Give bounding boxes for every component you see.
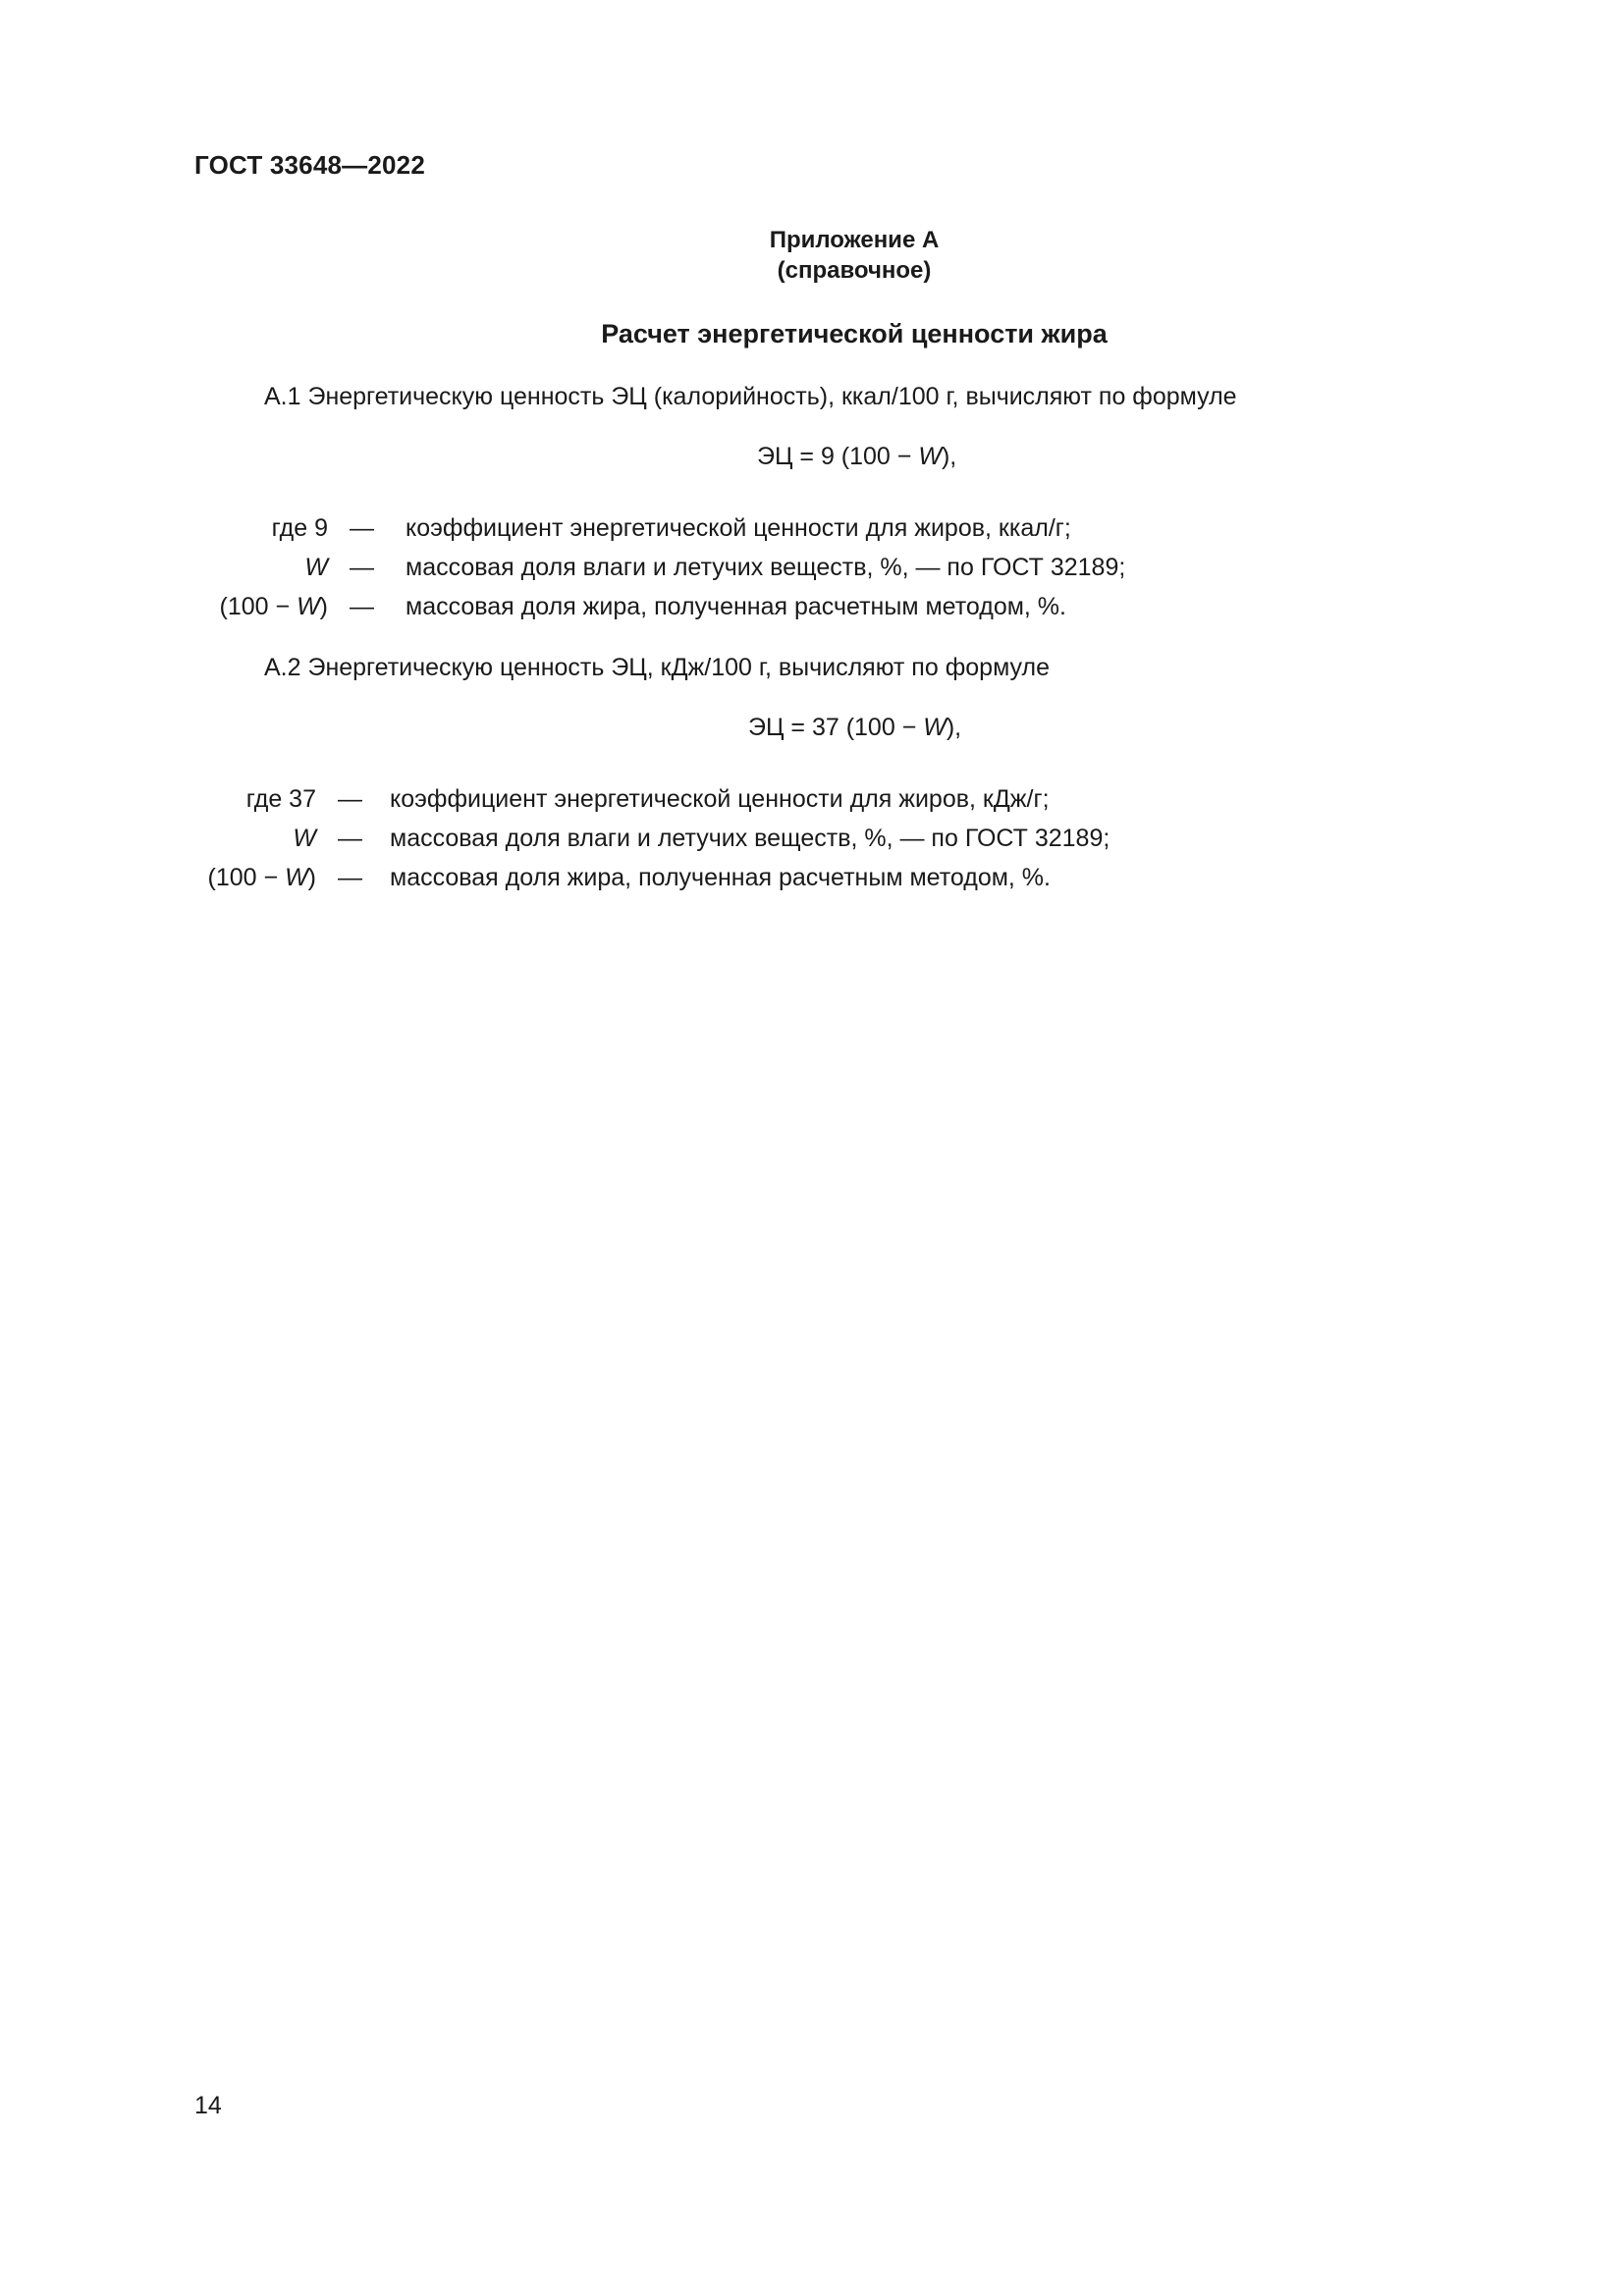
term-prefix: где 9 <box>271 514 328 542</box>
definition-term <box>293 825 316 853</box>
definition-dash: — <box>338 785 362 813</box>
term-var: W <box>285 864 308 891</box>
formula-a1-lhs: ЭЦ = 9 (100 − <box>757 443 919 470</box>
definition-dash: — <box>350 593 374 620</box>
formula-a2-lhs: ЭЦ = 37 (100 − <box>748 714 924 741</box>
term-prefix: (100 − <box>219 593 298 620</box>
document-code: ГОСТ 33648—2022 <box>194 150 425 180</box>
definition-row <box>0 785 1624 819</box>
formula-a2-var: W <box>923 714 947 741</box>
term-var: W <box>304 554 328 581</box>
definition-text: массовая доля влаги и летучих веществ, %, — по ГОСТ 32189; <box>406 554 1126 581</box>
definition-dash: — <box>350 554 374 581</box>
page-number: 14 <box>194 2092 222 2119</box>
definition-term <box>246 785 316 814</box>
definition-text: массовая доля влаги и летучих веществ, %, — по ГОСТ 32189; <box>390 825 1110 852</box>
definition-term <box>208 864 316 892</box>
definition-row <box>0 864 1624 897</box>
term-var: W <box>293 825 316 852</box>
clause-a1-text: А.1 Энергетическую ценность ЭЦ (калорийность), ккал/100 г, вычисляют по формуле <box>264 383 1237 410</box>
term-var: W <box>297 593 320 620</box>
section-title: Расчет энергетической ценности жира <box>601 319 1108 348</box>
definition-text: коэффициент энергетической ценности для жиров, кДж/г; <box>390 785 1050 813</box>
term-prefix: где 37 <box>245 785 316 813</box>
definition-dash: — <box>350 514 374 542</box>
definition-row <box>0 593 1624 626</box>
definition-text: массовая доля жира, полученная расчетным методом, %. <box>390 864 1051 891</box>
formula-a2-rhs: ), <box>946 714 962 741</box>
definition-row <box>0 514 1624 548</box>
formula-a1-rhs: ), <box>941 443 957 470</box>
clause-a2-text: А.2 Энергетическую ценность ЭЦ, кДж/100 г, вычисляют по формуле <box>264 654 1050 681</box>
definition-term <box>304 554 328 582</box>
definition-text: коэффициент энергетической ценности для жиров, ккал/г; <box>406 514 1071 542</box>
term-prefix: (100 − <box>207 864 286 891</box>
annex-title: Приложение А <box>769 227 940 253</box>
annex-kind: (справочное) <box>777 257 932 284</box>
formula-a2 <box>748 714 961 742</box>
term-suffix: ) <box>307 864 316 891</box>
definition-row <box>0 825 1624 858</box>
formula-a1 <box>757 443 956 471</box>
definition-term <box>220 593 328 621</box>
term-suffix: ) <box>319 593 328 620</box>
formula-a1-var: W <box>918 443 942 470</box>
definition-row <box>0 554 1624 587</box>
definition-dash: — <box>338 825 362 852</box>
definition-text: массовая доля жира, полученная расчетным методом, %. <box>406 593 1066 620</box>
definition-dash: — <box>338 864 362 891</box>
definition-term <box>272 514 328 543</box>
